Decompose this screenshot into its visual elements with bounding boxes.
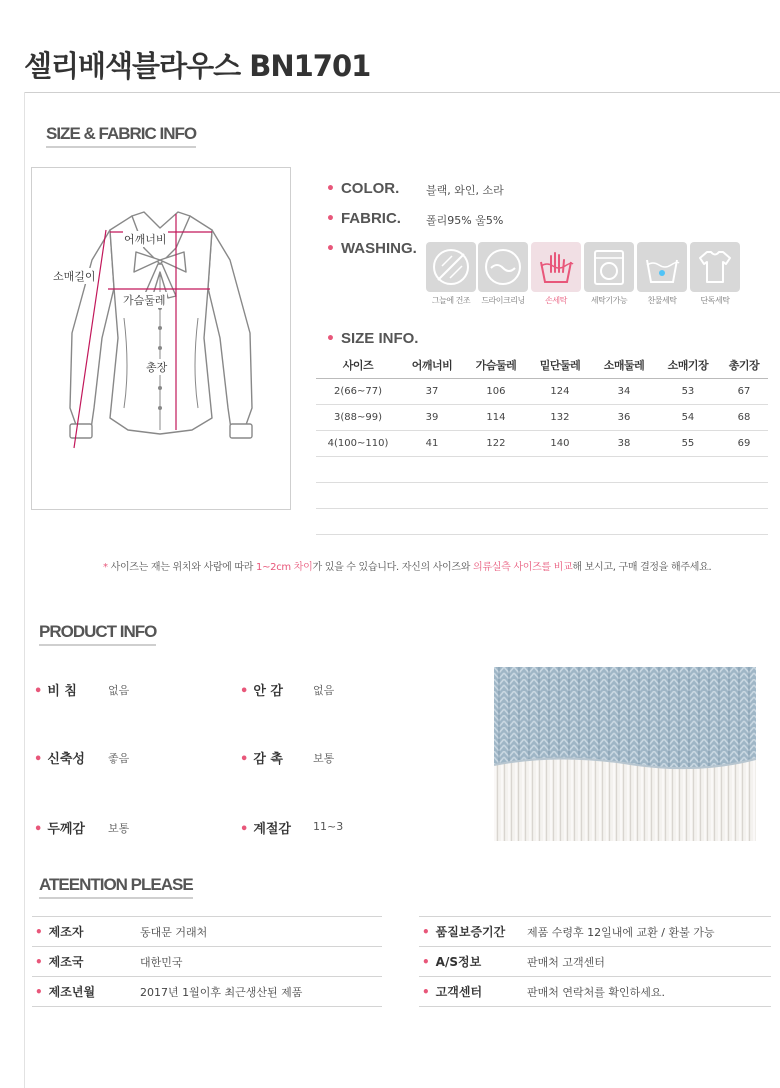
shoulder-label: 어깨너비 xyxy=(124,233,167,246)
attention-table-left xyxy=(32,916,382,1007)
wash-item-separate xyxy=(690,242,740,306)
cold-water-icon xyxy=(637,242,687,292)
size-cell: 2(66~77) xyxy=(316,378,400,404)
table-row: • 품질보증기간 제품 수령후 12일내에 교환 / 환불 가능 xyxy=(419,917,771,947)
attention-heading-text: ATEENTION PLEASE xyxy=(39,875,193,894)
size-cell: 55 xyxy=(656,430,720,456)
table-row: • 제조국 대한민국 xyxy=(32,947,382,977)
size-cell: 39 xyxy=(400,404,464,430)
attention-table-right xyxy=(419,916,771,1007)
prod-value-see-through: 없음 xyxy=(108,684,130,697)
size-col-header: 소매기장 xyxy=(656,352,720,378)
size-col-header: 소매둘레 xyxy=(592,352,656,378)
blouse-drawing-icon xyxy=(32,168,290,509)
prod-value-thickness: 보통 xyxy=(108,822,130,835)
color-value: 블랙, 와인, 소라 xyxy=(426,184,504,197)
knit-texture-icon xyxy=(494,667,756,841)
attention-key: 고객센터 xyxy=(435,985,483,999)
size-cell: 124 xyxy=(528,378,592,404)
table-row: • 고객센터 판매처 연락처를 확인하세요. xyxy=(419,977,771,1007)
size-cell: 69 xyxy=(720,430,768,456)
wash-item-hand-wash xyxy=(531,242,581,306)
attention-heading xyxy=(39,875,193,895)
length-label: 총장 xyxy=(146,361,168,374)
wash-item-shade-dry xyxy=(426,242,476,306)
left-border xyxy=(24,92,25,1088)
size-fabric-heading xyxy=(46,124,196,144)
prod-value-stretch: 좋음 xyxy=(108,752,130,765)
attention-key: 제조국 xyxy=(48,955,84,969)
attention-value: 판매처 고객센터 xyxy=(527,947,771,977)
wash-item-cold-water xyxy=(637,242,687,306)
size-cell: 67 xyxy=(720,378,768,404)
wash-item-dry-clean xyxy=(478,242,528,306)
wash-caption: 그늘에 건조 xyxy=(431,296,471,305)
prod-value-texture: 보통 xyxy=(313,752,335,765)
size-cell: 122 xyxy=(464,430,528,456)
size-cell: 37 xyxy=(400,378,464,404)
color-label: COLOR. xyxy=(340,180,400,197)
wash-caption: 드라이크리닝 xyxy=(481,296,525,305)
attention-key: A/S정보 xyxy=(435,955,482,969)
attention-value: 동대문 거래처 xyxy=(140,917,382,947)
washing-label: WASHING. xyxy=(340,240,417,257)
size-cell: 140 xyxy=(528,430,592,456)
size-col-header: 사이즈 xyxy=(316,352,400,378)
size-table xyxy=(316,352,768,535)
table-row-empty xyxy=(316,508,768,534)
attention-key: 품질보증기간 xyxy=(435,925,506,939)
size-cell: 41 xyxy=(400,430,464,456)
fabric-label: FABRIC. xyxy=(340,210,401,227)
hand-wash-icon xyxy=(531,242,581,292)
size-info-label: SIZE INFO. xyxy=(340,330,419,347)
attention-value: 판매처 연락처를 확인하세요. xyxy=(527,977,771,1007)
size-col-header: 어깨너비 xyxy=(400,352,464,378)
attention-value: 2017년 1월이후 최근생산된 제품 xyxy=(140,977,382,1007)
size-col-header: 밑단둘레 xyxy=(528,352,592,378)
sleeve-label: 소매길이 xyxy=(53,270,96,283)
size-note: * 사이즈는 재는 위치와 사람에 따라 1~2cm 차이가 있을 수 있습니다. 자신의 사이즈와 의류실측 사이즈를 비교해 보시고, 구매 결정을 해주세요. xyxy=(103,562,712,573)
product-info-heading-text: PRODUCT INFO xyxy=(39,622,157,641)
prod-label-season: • 계절감 xyxy=(240,822,291,837)
size-cell: 53 xyxy=(656,378,720,404)
attention-key: 제조자 xyxy=(48,925,84,939)
fabric-row: • FABRIC. xyxy=(326,210,401,227)
prod-value-season: 11~3 xyxy=(313,820,344,833)
prod-value-lining: 없음 xyxy=(313,684,335,697)
wash-caption: 찬물세탁 xyxy=(647,296,677,305)
title-divider xyxy=(24,92,780,93)
size-cell: 54 xyxy=(656,404,720,430)
prod-label-stretch: • 신축성 xyxy=(34,752,85,767)
blouse-illustration xyxy=(31,167,291,510)
attention-value: 대한민국 xyxy=(140,947,382,977)
table-row: • 제조자 동대문 거래처 xyxy=(32,917,382,947)
table-row: • 제조년월 2017년 1월이후 최근생산된 제품 xyxy=(32,977,382,1007)
table-row xyxy=(316,404,768,430)
attention-value: 제품 수령후 12일내에 교환 / 환불 가능 xyxy=(527,917,771,947)
size-cell: 114 xyxy=(464,404,528,430)
wash-caption: 손세탁 xyxy=(545,296,567,305)
table-row: • A/S정보 판매처 고객센터 xyxy=(419,947,771,977)
prod-label-thickness: • 두께감 xyxy=(34,822,85,837)
table-row xyxy=(316,378,768,404)
size-cell: 106 xyxy=(464,378,528,404)
prod-label-see-through: • 비 침 xyxy=(34,684,77,699)
attention-key: 제조년월 xyxy=(48,985,96,999)
wash-caption: 세탁기가능 xyxy=(590,296,628,305)
size-cell: 36 xyxy=(592,404,656,430)
prod-label-lining: • 안 감 xyxy=(240,684,283,699)
color-row: • COLOR. xyxy=(326,180,400,197)
size-cell: 68 xyxy=(720,404,768,430)
size-cell: 38 xyxy=(592,430,656,456)
wash-caption: 단독세탁 xyxy=(700,296,730,305)
table-row-empty xyxy=(316,456,768,482)
prod-label-texture: • 감 촉 xyxy=(240,752,283,767)
size-cell: 4(100~110) xyxy=(316,430,400,456)
fabric-value: 폴리95% 울5% xyxy=(426,214,504,227)
washing-machine-icon xyxy=(584,242,634,292)
size-col-header: 가슴둘레 xyxy=(464,352,528,378)
table-row-empty xyxy=(316,482,768,508)
size-cell: 3(88~99) xyxy=(316,404,400,430)
size-cell: 132 xyxy=(528,404,592,430)
product-info-heading xyxy=(39,622,156,642)
size-col-header: 총기장 xyxy=(720,352,768,378)
dry-clean-icon xyxy=(478,242,528,292)
shade-dry-icon xyxy=(426,242,476,292)
wash-separately-icon xyxy=(690,242,740,292)
size-table-header xyxy=(316,352,768,378)
size-cell: 34 xyxy=(592,378,656,404)
chest-label: 가슴둘레 xyxy=(123,294,166,307)
size-info-row: • SIZE INFO. xyxy=(326,330,419,347)
table-row xyxy=(316,430,768,456)
size-fabric-heading-text: SIZE & FABRIC INFO xyxy=(46,124,197,143)
page-title: 셀리배색블라우스 BN1701 xyxy=(24,49,371,83)
washing-row: • WASHING. xyxy=(326,240,417,257)
fabric-closeup-image xyxy=(494,667,756,841)
wash-item-machine xyxy=(584,242,634,306)
